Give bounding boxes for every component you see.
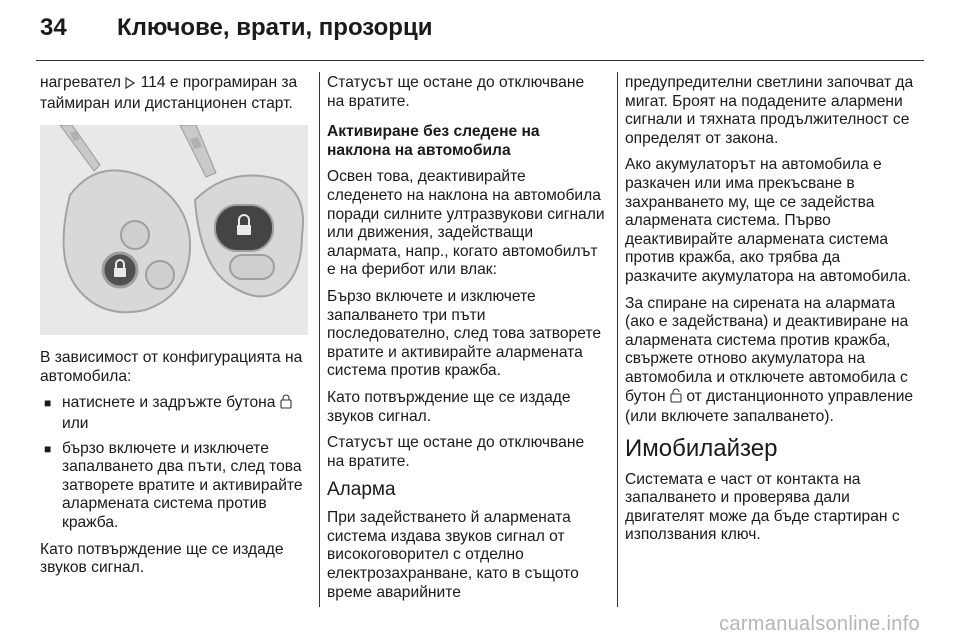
column-3: [625, 74, 915, 553]
list-item: ■ бързо включете и изключете запалването два пъти, след това затворете вратите и активирайте алармената система против кражба.: [44, 439, 303, 531]
page-reference-arrow-icon: [125, 76, 136, 95]
page-number: 34: [40, 14, 67, 41]
paragraph: В зависимост от конфигурацията на автомобила:: [40, 349, 303, 385]
lock-button-icon: [280, 394, 292, 415]
page-header: [0, 0, 960, 60]
paragraph: При задействането й алармената система издава звуков сигнал от високоговорител с отделно електрозахранване, като в същото време аварийните: [327, 509, 579, 601]
watermark: carmanualsonline.info: [719, 613, 920, 635]
paragraph: нагревател 114 е програмиран за таймиран или дистанционен старт.: [40, 74, 298, 112]
paragraph: Освен това, деактивирайте следенето на наклона на автомобила поради силните ултразвукови сигнали или движения, задействащи алармата, напр., когато автомобилът е на ферибот или влак:: [327, 168, 605, 279]
column-divider-1: [319, 72, 320, 607]
list-item: ■ натиснете и задръжте бутона или: [40, 394, 308, 433]
paragraph: Бързо включете и изключете запалването три пъти последователно, след това затворете вратите и активирайте алармената система против кражба.: [327, 287, 602, 380]
unlock-button-icon: [670, 388, 682, 409]
header-rule: [36, 60, 924, 61]
column-2: [327, 74, 605, 610]
bullet-square-icon: ■: [44, 441, 52, 456]
subheading: Активиране без следене на наклона на автомобила: [327, 123, 540, 159]
paragraph: предупредителни светлини започват да мигат. Броят на подадените алармени сигнали и тяхната продължителност се определят от закона.: [625, 74, 914, 147]
section-heading-alarm: Аларма: [327, 479, 396, 501]
remote-keys-illustration: [40, 125, 308, 335]
paragraph: Като потвърждение ще се издаде звуков сигнал.: [327, 388, 571, 425]
key-fobs-image: [40, 125, 308, 335]
paragraph: Ако акумулаторът на автомобила е разкачен или има прекъсване в захранването му, ще се задейства алармената система. Първо деактивирайте алармената система против кражба, ако трябва да разкачите акумулатора на автомобила.: [625, 156, 912, 285]
page-title: Ключове, врати, прозорци: [117, 14, 433, 41]
paragraph: Като потвърждение ще се издаде звуков сигнал.: [40, 540, 284, 577]
paragraph: За спиране на сирената на алармата (ако е задействана) и деактивиране на алармената система против кражба, свържете отново акумулатора на автомобила и отключете автомобила с бутон от дистанционното управление (или включете запалването).: [625, 294, 914, 426]
paragraph: Статусът ще остане до отключване на вратите.: [327, 434, 585, 470]
paragraph: Системата е част от контакта на запалването и проверява дали двигателят може да бъде стартиран с използвания ключ.: [625, 470, 900, 544]
column-divider-2: [617, 72, 618, 607]
paragraph: Статусът ще остане до отключване на вратите.: [327, 74, 585, 110]
bullet-list: [40, 394, 308, 532]
bullet-square-icon: ■: [44, 396, 52, 411]
column-1: [40, 74, 308, 586]
section-heading-immobilizer: Имобилайзер: [625, 434, 778, 462]
